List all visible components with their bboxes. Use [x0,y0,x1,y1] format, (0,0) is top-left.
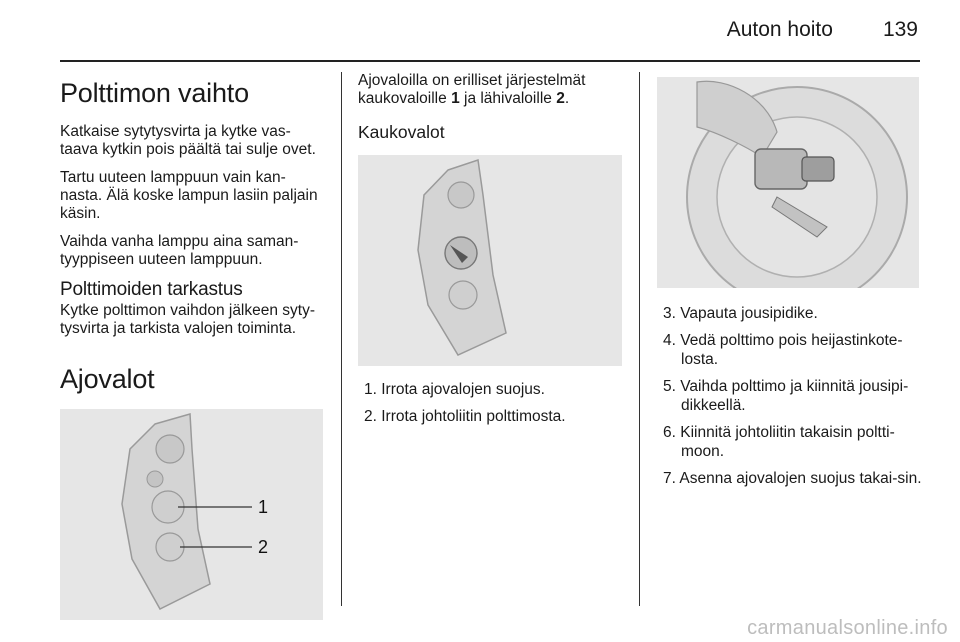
subheading: Polttimoiden tarkastus [60,279,243,300]
column-divider-1 [341,72,342,606]
header-page-number: 139 [882,18,918,41]
list-item: 7. Asenna ajovalojen suojus takai-sin. [663,470,922,487]
intro-text: . [564,90,570,107]
paragraph: Tartu uuteen lamppuun vain kan-nasta. Älä koske lampun lasiin paljain käsin. [60,169,318,222]
column-1 [60,72,326,620]
high-beam-illustration [358,155,622,366]
header-section: Auton hoito [726,18,833,41]
bulb-replacement-illustration [657,77,919,288]
list-item: 5. Vaihda polttimo ja kiinnitä jousipi-dikkeellä. [663,378,909,414]
list-item: 6. Kiinnitä johtoliitin takaisin poltti-moon. [663,424,895,460]
column-divider-2 [639,72,640,606]
steps-list [657,304,923,488]
list-item: 1. Irrota ajovalojen suojus. [364,381,545,398]
headlamp-illustration [60,409,323,620]
page-header [727,18,918,42]
page-title: Polttimon vaihto [60,78,249,108]
high-beam-diagram [358,155,622,366]
column-3 [657,72,923,496]
headlamp-diagram [60,409,323,620]
intro-paragraph [358,72,622,108]
subheading: Kaukovalot [358,122,445,142]
list-item: 2. Irrota johtoliitin polttimosta. [364,408,566,425]
callout-2: 2 [258,537,269,557]
header-divider [60,60,920,62]
paragraph: Vaihda vanha lamppu aina saman-tyyppiseen uuteen lamppuun. [60,233,299,268]
list-item: 3. Vapauta jousipidike. [663,305,818,322]
paragraph: Kytke polttimon vaihdon jälkeen syty-tysvirta ja tarkista valojen toiminta. [60,302,316,337]
intro-bold-1: 1 [451,90,460,107]
callout-1: 1 [258,497,269,517]
column-2 [358,72,622,434]
list-item: 4. Vedä polttimo pois heijastinkote-losta. [663,332,903,368]
section-heading: Ajovalot [60,364,155,394]
steps-list [358,380,622,426]
watermark: carmanualsonline.info [747,617,948,639]
bulb-replacement-diagram [657,77,919,288]
intro-text: ja lähivaloille [459,90,557,107]
paragraph: Katkaise sytytysvirta ja kytke vas-taava kytkin pois päältä tai sulje ovet. [60,123,316,158]
intro-bold-2: 2 [556,90,565,107]
intro-text: Ajovaloilla on erilliset järjestelmät kaukovaloille [358,72,586,107]
